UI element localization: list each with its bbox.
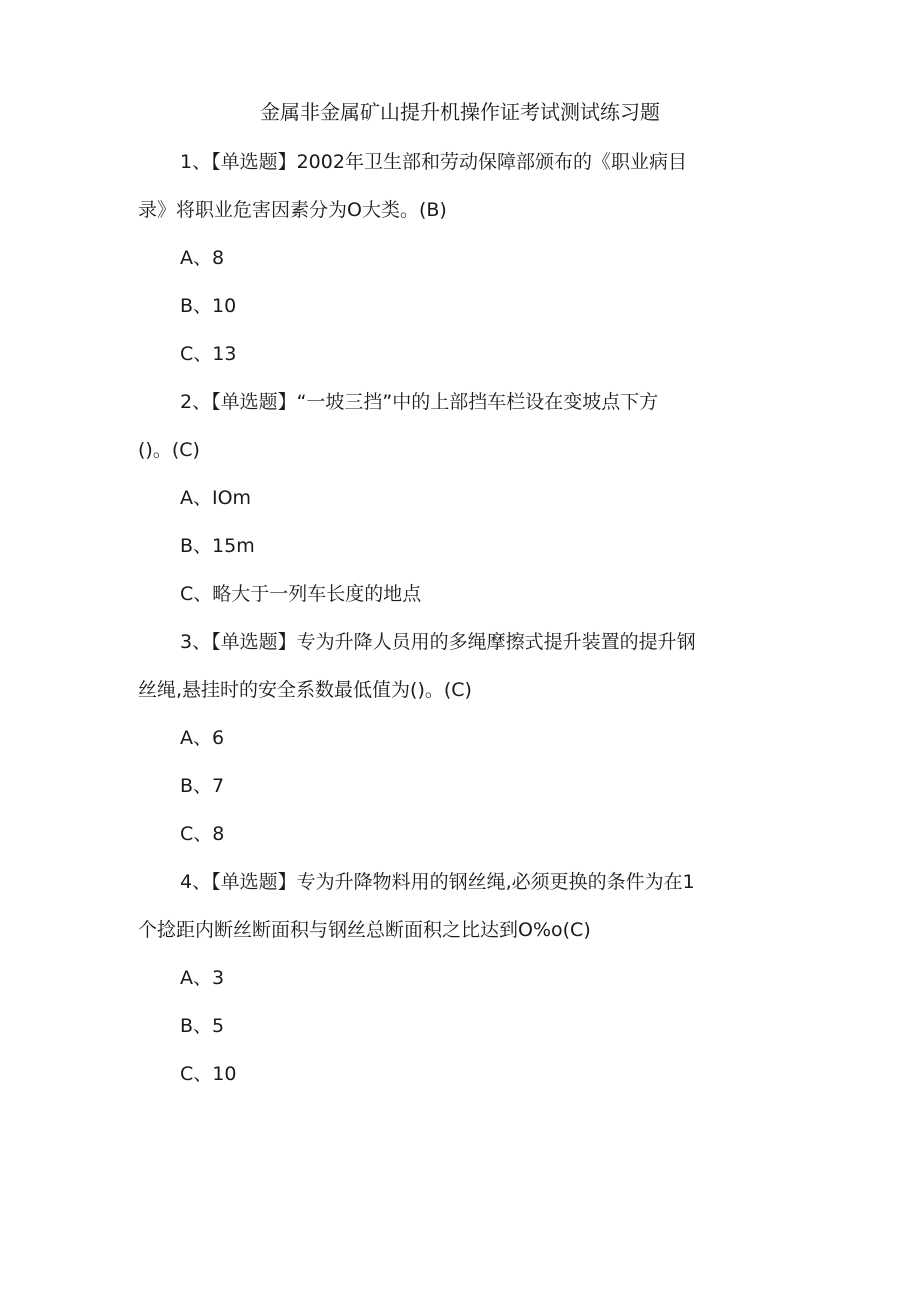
question-4-option-b: B、5 — [180, 1015, 225, 1037]
question-1 — [138, 146, 788, 370]
question-4 — [138, 866, 788, 1090]
question-2-text-line-1: 2、【单选题】“一坡三挡”中的上部挡车栏设在变坡点下方 — [180, 391, 659, 413]
question-1-option-b: B、10 — [180, 295, 237, 317]
question-2-text-line-2: ()。(C) — [138, 439, 200, 461]
question-3-text-line-1: 3、【单选题】专为升降人员用的多绳摩擦式提升装置的提升钢 — [180, 631, 696, 653]
question-3-text-line-2: 丝绳,悬挂时的安全系数最低值为()。(C) — [138, 679, 472, 701]
question-1-option-c: C、13 — [180, 343, 237, 365]
question-3-option-b: B、7 — [180, 775, 225, 797]
document-title: 金属非金属矿山提升机操作证考试测试练习题 — [260, 100, 660, 124]
question-3-option-c: C、8 — [180, 823, 225, 845]
question-2-option-c: C、略大于一列车长度的地点 — [180, 583, 422, 605]
question-4-text-line-2: 个捻距内断丝断面积与钢丝总断面积之比达到O%o(C) — [138, 919, 591, 941]
question-4-option-a: A、3 — [180, 967, 225, 989]
question-1-text-line-1: 1、【单选题】2002年卫生部和劳动保障部颁布的《职业病目 — [180, 151, 687, 173]
question-4-option-c: C、10 — [180, 1063, 237, 1085]
question-3 — [138, 626, 788, 850]
question-4-text-line-1: 4、【单选题】专为升降物料用的钢丝绳,必须更换的条件为在1 — [180, 871, 695, 893]
question-2-option-b: B、15m — [180, 535, 255, 557]
question-2-option-a: A、IOm — [180, 487, 252, 509]
question-3-option-a: A、6 — [180, 727, 225, 749]
question-list — [138, 146, 788, 1106]
question-1-text-line-2: 录》将职业危害因素分为O大类。(B) — [138, 199, 447, 221]
question-2 — [138, 386, 788, 610]
question-1-option-a: A、8 — [180, 247, 225, 269]
